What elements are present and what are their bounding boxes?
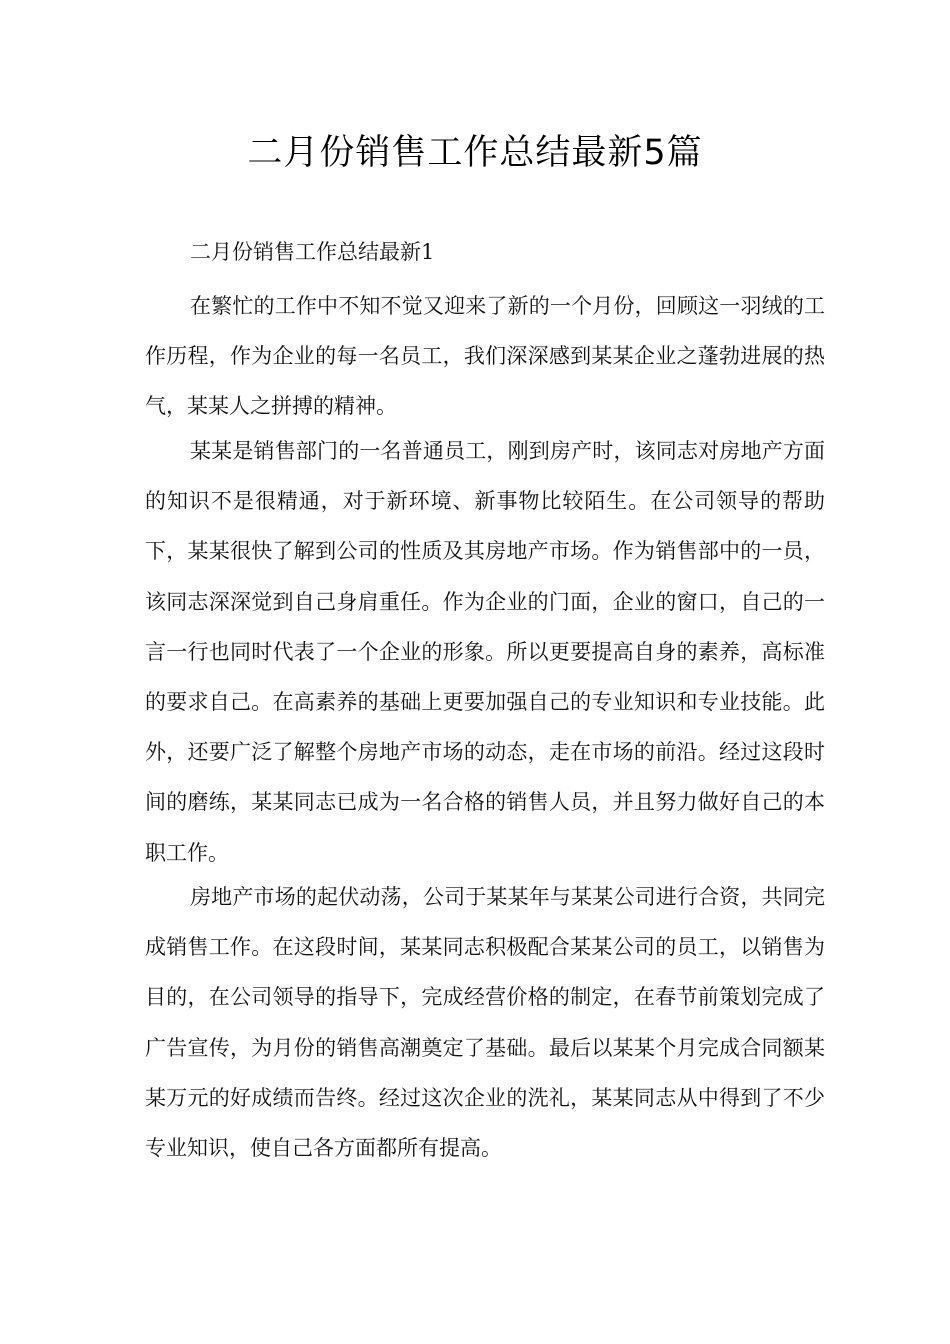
paragraph-1: 在繁忙的工作中不知不觉又迎来了新的一个月份，回顾这一羽绒的工作历程，作为企业的每一名员工，我们深深感到某某企业之蓬勃进展的热气，某某人之拼搏的精神。 [145,294,825,419]
paragraph-2: 某某是销售部门的一名普通员工，刚到房产时，该同志对房地产方面的知识不是很精通，对于新环境、新事物比较陌生。在公司领导的帮助下，某某很快了解到公司的性质及其房地产市场。作为销售部中的一员，该同志深深觉到自己身肩重任。作为企业的门面，企业的窗口，自己的一言一行也同时代表了一个企业的形象。所以更要提高自身的素养，高标准的要求自己。在高素养的基础上更要加强自己的专业知识和专业技能。此外，还要广泛了解整个房地产市场的动态，走在市场的前沿。经过这段时间的磨练，某某同志已成为一名合格的销售人员，并且努力做好自己的本职工作。 [145,439,825,865]
document-title: 二月份销售工作总结最新5篇 [247,133,703,173]
section-heading: 二月份销售工作总结最新1 [190,240,435,264]
paragraph-3: 房地产市场的起伏动荡，公司于某某年与某某公司进行合资，共同完成销售工作。在这段时间，某某同志积极配合某某公司的员工，以销售为目的，在公司领导的指导下，完成经营价格的制定，在春节前策划完成了广告宣传，为月份的销售高潮奠定了基础。最后以某某个月完成合同额某某万元的好成绩而告终。经过这次企业的洗礼，某某同志从中得到了不少专业知识，使自己各方面都所有提高。 [145,885,825,1161]
